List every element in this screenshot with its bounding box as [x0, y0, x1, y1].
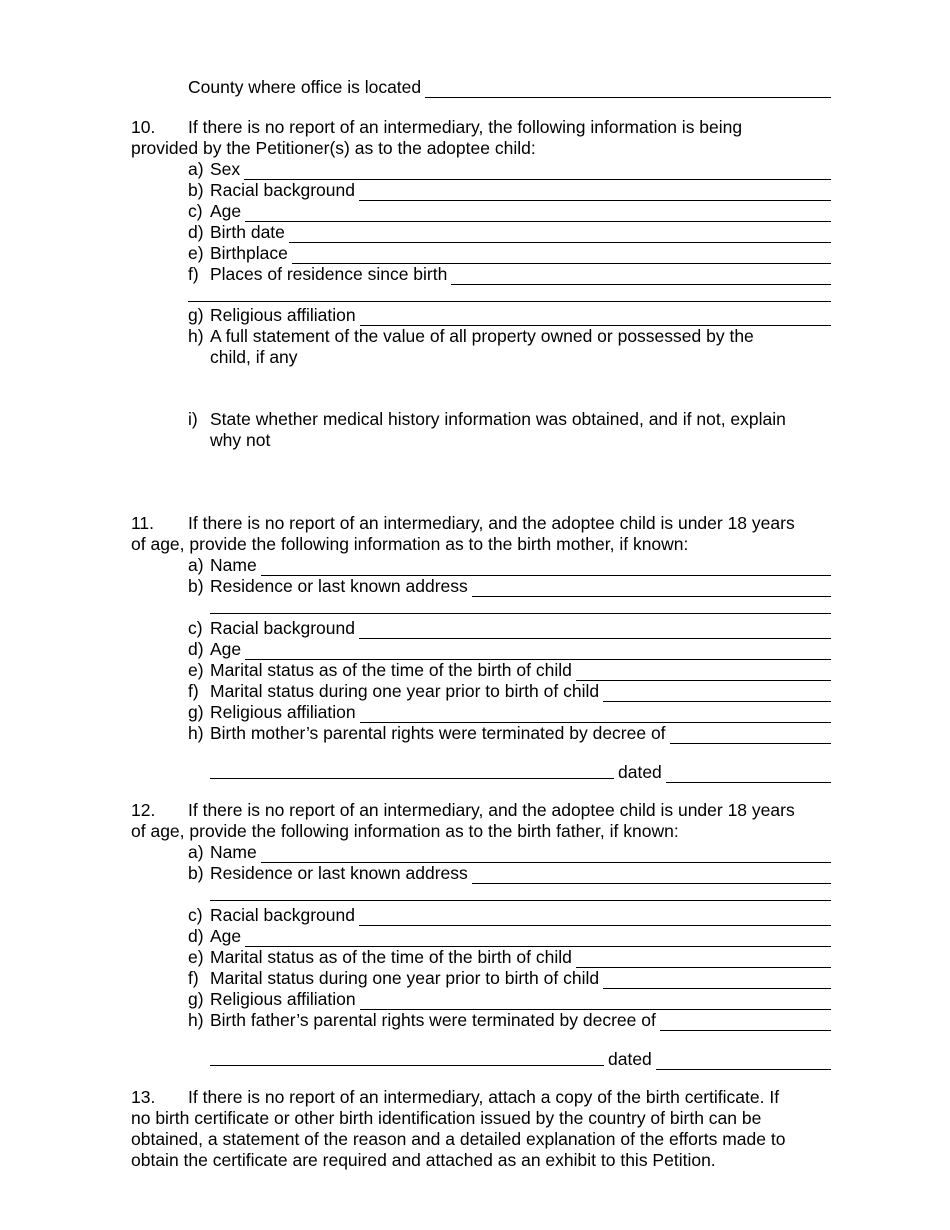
s10-age-label: Age — [210, 201, 242, 221]
s12-age-label: Age — [210, 926, 242, 946]
s10-religious-label: Religious affiliation — [210, 305, 356, 325]
s10-property-label-line2: child, if any — [210, 347, 298, 367]
s12-religious-label: Religious affiliation — [210, 989, 356, 1009]
county-input-line[interactable] — [425, 82, 831, 98]
s10-sex-field[interactable]: a) Sex — [188, 159, 831, 180]
s11-dated-field[interactable] — [618, 762, 831, 783]
s10-racial-label: Racial background — [210, 180, 355, 200]
s12-decree-field[interactable]: h) Birth father’s parental rights were terminated by decree of — [188, 1010, 831, 1031]
s11-marital-prior-input-line[interactable] — [603, 686, 831, 702]
s10-residence-input-line[interactable] — [451, 269, 831, 285]
s10-birthdate-input-line[interactable] — [289, 227, 831, 243]
s11-racial-input-line[interactable] — [359, 623, 831, 639]
s10-medical-label-line2: why not — [210, 430, 271, 450]
s12-racial-label: Racial background — [210, 905, 355, 925]
s12-address-extra-line[interactable] — [210, 900, 831, 901]
s10-medical-item: i) State whether medical history information was obtained, and if not, explain — [188, 409, 786, 429]
s12-name-label: Name — [210, 842, 257, 862]
section-10-intro-line2: provided by the Petitioner(s) as to the adoptee child: — [131, 138, 536, 158]
s12-marital-prior-label: Marital status during one year prior to birth of child — [210, 968, 600, 988]
s12-racial-field[interactable]: c) Racial background — [188, 905, 831, 926]
s10-age-input-line[interactable] — [245, 206, 831, 222]
s12-marital-birth-field[interactable]: e) Marital status as of the time of the birth of child — [188, 947, 831, 968]
s11-address-input-line[interactable] — [472, 581, 831, 597]
s11-religious-label: Religious affiliation — [210, 702, 356, 722]
s12-dated-field[interactable] — [608, 1049, 831, 1070]
s11-address-field[interactable]: b) Residence or last known address — [188, 576, 831, 597]
s12-religious-input-line[interactable] — [360, 994, 831, 1010]
s10-property-item: h) A full statement of the value of all property owned or possessed by the — [188, 326, 754, 346]
s11-age-input-line[interactable] — [245, 644, 831, 660]
s12-decree-label: Birth father’s parental rights were terminated by decree of — [210, 1010, 656, 1030]
s11-name-label: Name — [210, 555, 257, 575]
s11-dated-input-line[interactable] — [666, 767, 831, 783]
s11-decree-input-line[interactable] — [670, 728, 831, 744]
s10-birthplace-field[interactable]: e) Birthplace — [188, 243, 831, 264]
section-13-line3: obtained, a statement of the reason and a detailed explanation of the efforts made to — [131, 1129, 786, 1149]
s11-address-label: Residence or last known address — [210, 576, 468, 596]
s12-address-label: Residence or last known address — [210, 863, 468, 883]
s10-birthdate-field[interactable]: d) Birth date — [188, 222, 831, 243]
s12-address-field[interactable]: b) Residence or last known address — [188, 863, 831, 884]
s11-religious-field[interactable]: g) Religious affiliation — [188, 702, 831, 723]
s11-racial-field[interactable]: c) Racial background — [188, 618, 831, 639]
section-11-intro-line2: of age, provide the following information as to the birth mother, if known: — [131, 534, 689, 554]
s12-decree-court-line[interactable] — [210, 1065, 604, 1066]
s10-racial-field[interactable]: b) Racial background — [188, 180, 831, 201]
s10-age-field[interactable]: c) Age — [188, 201, 831, 222]
s12-marital-prior-input-line[interactable] — [603, 973, 831, 989]
s10-birthplace-input-line[interactable] — [292, 248, 831, 264]
section-13-number: 13. — [131, 1087, 156, 1107]
s12-address-input-line[interactable] — [472, 868, 831, 884]
county-label: County where office is located — [188, 77, 422, 97]
s11-age-field[interactable]: d) Age — [188, 639, 831, 660]
s12-age-field[interactable]: d) Age — [188, 926, 831, 947]
s11-decree-field[interactable]: h) Birth mother’s parental rights were terminated by decree of — [188, 723, 831, 744]
s11-age-label: Age — [210, 639, 242, 659]
s11-name-input-line[interactable] — [261, 560, 831, 576]
s12-marital-birth-input-line[interactable] — [576, 952, 831, 968]
s11-name-field[interactable]: a) Name — [188, 555, 831, 576]
section-10-number: 10. — [131, 117, 156, 137]
s11-dated-label: dated — [618, 762, 662, 782]
s10-sex-label: Sex — [210, 159, 241, 179]
section-11-number: 11. — [131, 513, 155, 533]
s10-racial-input-line[interactable] — [359, 185, 831, 201]
s11-address-extra-line[interactable] — [210, 613, 831, 614]
s10-religious-field[interactable]: g) Religious affiliation — [188, 305, 831, 326]
s11-religious-input-line[interactable] — [360, 707, 831, 723]
s12-dated-label: dated — [608, 1049, 652, 1069]
s10-residence-field[interactable]: f) Places of residence since birth — [188, 264, 831, 285]
s12-name-field[interactable]: a) Name — [188, 842, 831, 863]
s11-marital-birth-input-line[interactable] — [576, 665, 831, 681]
s12-religious-field[interactable]: g) Religious affiliation — [188, 989, 831, 1010]
s10-birthdate-label: Birth date — [210, 222, 285, 242]
section-13-intro: 13. If there is no report of an intermediary, attach a copy of the birth certificate. If — [131, 1087, 780, 1107]
s11-racial-label: Racial background — [210, 618, 355, 638]
section-13-line2: no birth certificate or other birth identification issued by the country of birth can be — [131, 1108, 762, 1128]
s10-residence-label: Places of residence since birth — [210, 264, 448, 284]
s10-property-label: A full statement of the value of all property owned or possessed by the — [210, 326, 754, 346]
s12-marital-prior-field[interactable]: f) Marital status during one year prior to birth of child — [188, 968, 831, 989]
s10-religious-input-line[interactable] — [360, 310, 831, 326]
s11-decree-label: Birth mother’s parental rights were terminated by decree of — [210, 723, 666, 743]
section-12-number: 12. — [131, 800, 156, 820]
s12-marital-birth-label: Marital status as of the time of the birth of child — [210, 947, 572, 967]
s12-name-input-line[interactable] — [261, 847, 831, 863]
section-13-line4: obtain the certificate are required and attached as an exhibit to this Petition. — [131, 1150, 716, 1170]
county-field[interactable] — [188, 77, 831, 98]
s12-dated-input-line[interactable] — [656, 1054, 831, 1070]
s10-residence-extra-line[interactable] — [188, 301, 831, 302]
section-12-intro-line2: of age, provide the following information as to the birth father, if known: — [131, 821, 679, 841]
s11-decree-court-line[interactable] — [210, 778, 614, 779]
s10-birthplace-label: Birthplace — [210, 243, 288, 263]
s12-age-input-line[interactable] — [245, 931, 831, 947]
s11-marital-birth-label: Marital status as of the time of the birth of child — [210, 660, 572, 680]
section-10-intro: 10. If there is no report of an intermediary, the following information is being — [131, 117, 743, 137]
s11-marital-prior-field[interactable]: f) Marital status during one year prior to birth of child — [188, 681, 831, 702]
s11-marital-prior-label: Marital status during one year prior to birth of child — [210, 681, 600, 701]
s10-medical-label: State whether medical history information was obtained, and if not, explain — [210, 409, 786, 429]
section-12-intro: 12. If there is no report of an intermediary, and the adoptee child is under 18 years — [131, 800, 795, 820]
s10-sex-input-line[interactable] — [244, 164, 831, 180]
section-11-intro: 11. If there is no report of an intermediary, and the adoptee child is under 18 years — [131, 513, 795, 533]
s11-marital-birth-field[interactable]: e) Marital status as of the time of the birth of child — [188, 660, 831, 681]
s12-racial-input-line[interactable] — [359, 910, 831, 926]
s12-decree-input-line[interactable] — [660, 1015, 831, 1031]
